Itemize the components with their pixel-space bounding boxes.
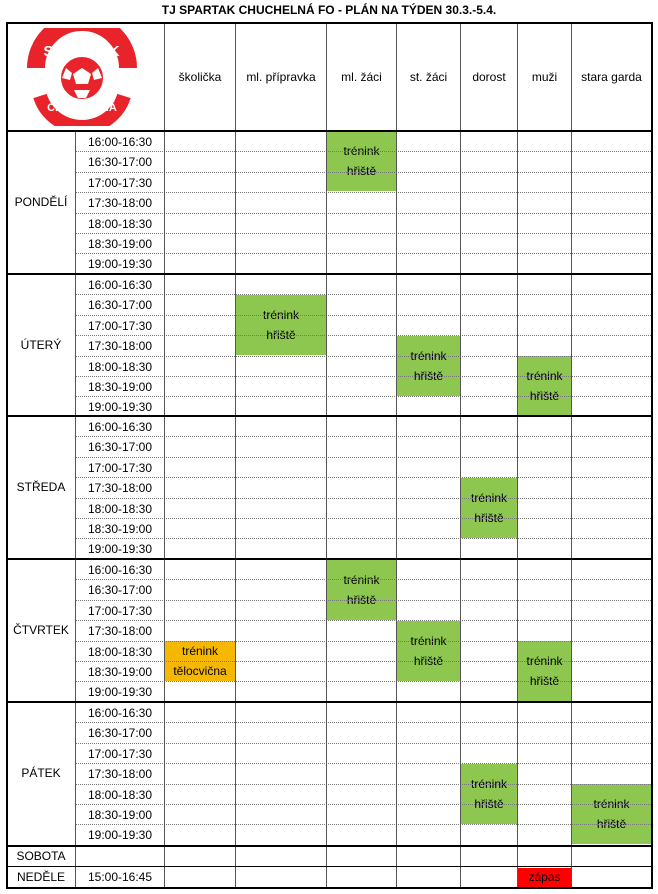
table-border — [6, 22, 8, 888]
event-title: trénink — [343, 573, 380, 587]
event-place: hřiště — [529, 674, 560, 688]
event-dorost-patek[interactable] — [461, 764, 517, 824]
event-muzi-ctvrtek[interactable] — [518, 641, 571, 701]
event-muzi-nedele[interactable] — [518, 868, 571, 887]
row-divider — [76, 600, 651, 601]
row-divider — [76, 151, 651, 152]
time-slot-label: 18:00-18:30 — [87, 359, 153, 374]
logo-bottom-text: CHUCHELNÁ — [47, 102, 117, 114]
row-divider — [76, 681, 651, 682]
time-slot-label: 17:30-18:00 — [87, 481, 153, 496]
row-divider — [76, 804, 651, 805]
event-title: zápas — [528, 870, 561, 884]
row-divider — [76, 784, 651, 785]
time-slot-label: 17:00-17:30 — [87, 746, 153, 761]
time-slot-label: 18:00-18:30 — [87, 216, 153, 231]
column-divider — [571, 23, 572, 887]
time-slot-label: 16:30-17:00 — [87, 155, 153, 170]
time-slot-label: 18:30-19:00 — [87, 380, 153, 394]
row-divider — [76, 315, 651, 316]
time-slot-label: 16:30-17:00 — [87, 583, 153, 598]
event-title: trénink — [410, 634, 447, 648]
event-title: trénink — [526, 654, 563, 668]
event-title: trénink — [470, 777, 508, 791]
time-slot-label: 17:30-18:00 — [87, 767, 153, 782]
time-slot-label: 17:00-17:30 — [87, 175, 153, 190]
row-divider — [76, 722, 651, 723]
row-divider — [76, 335, 651, 336]
time-slot-label: 16:30-17:00 — [87, 298, 153, 313]
time-slot-label: 16:00-16:30 — [87, 278, 153, 292]
column-divider — [164, 23, 165, 887]
row-divider — [76, 436, 651, 437]
logo-top-text: SPARTAK — [43, 43, 121, 60]
col-header-muzi: muži — [531, 70, 558, 84]
row-divider — [76, 763, 651, 764]
time-slot-label: 17:00-17:30 — [87, 460, 153, 475]
time-slot-label: 17:30-18:00 — [87, 624, 153, 639]
day-label-ctvrtek: ČTVRTEK — [13, 623, 69, 637]
event-place: hřiště — [413, 369, 444, 383]
time-slot-label: 19:00-19:30 — [87, 542, 153, 557]
time-slot-label: 16:00-16:30 — [87, 563, 153, 577]
time-slot-label: 16:00-16:30 — [87, 135, 153, 149]
time-slot-label: 17:30-18:00 — [87, 339, 153, 354]
row-divider — [76, 356, 651, 357]
table-border — [6, 415, 653, 417]
table-border — [6, 887, 653, 889]
column-divider — [326, 23, 327, 887]
event-ml-zaci-pondeli[interactable] — [327, 131, 396, 191]
col-header-stara-garda: stara garda — [581, 70, 642, 84]
event-place: hřiště — [474, 511, 504, 525]
time-slot-label: 19:00-19:30 — [87, 400, 153, 415]
day-label-patek: PÁTEK — [21, 766, 61, 780]
event-title: trénink — [410, 349, 447, 363]
event-st-zaci-ctvrtek[interactable] — [397, 621, 460, 681]
event-st-zaci-utery[interactable] — [397, 336, 460, 396]
time-slot-label: 16:00-16:30 — [87, 420, 153, 434]
row-divider — [76, 192, 651, 193]
time-slot-label: 18:00-18:30 — [87, 501, 153, 516]
row-divider — [76, 824, 651, 825]
event-place: hřiště — [474, 797, 504, 811]
club-logo — [22, 28, 142, 126]
event-title: trénink — [526, 369, 563, 383]
column-divider — [517, 23, 518, 887]
column-divider — [396, 23, 397, 887]
time-slot-label: 18:30-19:00 — [87, 808, 153, 822]
column-divider — [460, 23, 461, 887]
time-slot-label: 18:30-19:00 — [87, 237, 153, 251]
row-divider — [76, 172, 651, 173]
time-slot-label: 16:30-17:00 — [87, 726, 153, 741]
time-slot-label: 18:00-18:30 — [87, 644, 153, 659]
table-border — [6, 701, 653, 703]
row-divider — [76, 477, 651, 478]
row-divider — [76, 518, 651, 519]
event-ml-zaci-ctvrtek[interactable] — [327, 560, 396, 620]
event-muzi-utery[interactable] — [518, 356, 571, 416]
time-slot-label: 16:00-16:30 — [87, 706, 153, 720]
time-slot-label: 17:30-18:00 — [87, 196, 153, 211]
day-label-utery: ÚTERÝ — [20, 338, 62, 352]
event-place: hřiště — [346, 593, 377, 607]
time-slot-label: 17:00-17:30 — [87, 603, 153, 618]
event-place: hřiště — [413, 654, 444, 668]
table-border — [651, 22, 653, 888]
time-slot-label: 19:00-19:30 — [87, 257, 153, 272]
row-divider — [76, 233, 651, 234]
column-divider — [235, 23, 236, 887]
table-border — [6, 273, 653, 275]
table-border — [6, 558, 653, 560]
time-slot-label: 16:30-17:00 — [87, 440, 153, 455]
event-place: tělocvična — [173, 664, 227, 678]
day-label-streda: STŘEDA — [16, 480, 66, 494]
event-dorost-streda[interactable] — [461, 478, 517, 538]
row-divider — [76, 579, 651, 580]
event-title: trénink — [593, 797, 630, 811]
table-border — [6, 22, 653, 24]
event-ml-pripravka-utery[interactable] — [236, 295, 326, 355]
time-slot-label: 19:00-19:30 — [87, 685, 153, 700]
event-title: trénink — [181, 644, 219, 658]
event-place: hřiště — [346, 164, 377, 178]
table-border — [6, 845, 653, 847]
time-slot-label: 17:00-17:30 — [87, 318, 153, 333]
row-divider — [76, 498, 651, 499]
day-label-pondeli: PONDĚLÍ — [14, 195, 68, 209]
day-label-sobota: SOBOTA — [16, 849, 66, 863]
col-header-st-zaci: st. žáci — [409, 70, 448, 84]
page-title: TJ SPARTAK CHUCHELNÁ FO - PLÁN NA TÝDEN 30.3.-5.4. — [161, 3, 497, 17]
row-divider — [76, 253, 651, 254]
event-title: trénink — [343, 144, 380, 158]
event-title: trénink — [262, 308, 300, 322]
event-place: hřiště — [596, 817, 627, 831]
time-slot-label: 18:30-19:00 — [87, 522, 153, 536]
row-divider — [76, 641, 651, 642]
time-slot-label: 15:00-16:45 — [87, 870, 153, 884]
event-place: hřiště — [529, 389, 560, 403]
row-divider — [76, 661, 651, 662]
time-slot-label: 19:00-19:30 — [87, 828, 153, 843]
day-label-nedele: NEDĚLE — [16, 870, 66, 884]
time-slot-label: 18:00-18:30 — [87, 787, 153, 802]
event-place: hřiště — [266, 328, 296, 342]
row-divider — [76, 376, 651, 377]
row-divider — [76, 457, 651, 458]
time-slot-label: 18:30-19:00 — [87, 665, 153, 679]
column-divider — [75, 131, 76, 887]
table-border — [6, 866, 653, 867]
col-header-dorost: dorost — [472, 70, 506, 84]
event-stara-garda-patek[interactable] — [572, 784, 651, 844]
row-divider — [76, 396, 651, 397]
row-divider — [76, 620, 651, 621]
col-header-ml-zaci: ml. žáci — [341, 70, 382, 84]
event-title: trénink — [470, 491, 508, 505]
row-divider — [76, 538, 651, 539]
row-divider — [76, 294, 651, 295]
row-divider — [76, 743, 651, 744]
row-divider — [76, 213, 651, 214]
table-border — [6, 130, 653, 132]
col-header-ml-pripravka: ml. přípravka — [246, 70, 316, 84]
col-header-skolicka: školička — [178, 70, 222, 84]
